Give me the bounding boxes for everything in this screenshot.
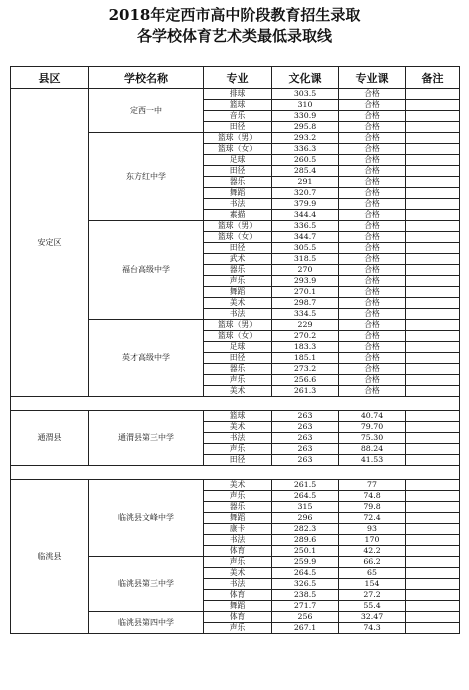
remark-cell <box>406 590 460 601</box>
major-score-cell: 合格 <box>339 298 406 309</box>
culture-score-cell: 261.3 <box>272 386 339 397</box>
culture-score-cell: 298.7 <box>272 298 339 309</box>
major-score-cell: 74.8 <box>339 491 406 502</box>
header-major: 专业 <box>204 67 272 89</box>
major-cell: 篮球（女） <box>204 144 272 155</box>
remark-cell <box>406 491 460 502</box>
remark-cell <box>406 612 460 623</box>
culture-score-cell: 263 <box>272 444 339 455</box>
major-score-cell: 27.2 <box>339 590 406 601</box>
major-cell: 美术 <box>204 480 272 491</box>
major-score-cell: 88.24 <box>339 444 406 455</box>
culture-score-cell: 259.9 <box>272 557 339 568</box>
culture-score-cell: 263 <box>272 433 339 444</box>
culture-score-cell: 261.5 <box>272 480 339 491</box>
major-cell: 康卡 <box>204 524 272 535</box>
major-score-cell: 66.2 <box>339 557 406 568</box>
major-cell: 声乐 <box>204 375 272 386</box>
major-score-cell: 170 <box>339 535 406 546</box>
spacer-cell <box>11 466 460 480</box>
major-score-cell: 合格 <box>339 199 406 210</box>
remark-cell <box>406 433 460 444</box>
header-remark: 备注 <box>406 67 460 89</box>
culture-score-cell: 270 <box>272 265 339 276</box>
remark-cell <box>406 309 460 320</box>
culture-score-cell: 336.5 <box>272 221 339 232</box>
culture-score-cell: 295.8 <box>272 122 339 133</box>
culture-score-cell: 185.1 <box>272 353 339 364</box>
culture-score-cell: 183.3 <box>272 342 339 353</box>
remark-cell <box>406 524 460 535</box>
culture-score-cell: 293.9 <box>272 276 339 287</box>
spacer-cell <box>11 397 460 411</box>
remark-cell <box>406 386 460 397</box>
major-cell: 器乐 <box>204 364 272 375</box>
culture-score-cell: 263 <box>272 455 339 466</box>
remark-cell <box>406 342 460 353</box>
remark-cell <box>406 455 460 466</box>
school-name-cell: 通渭县第三中学 <box>89 411 204 466</box>
major-score-cell: 154 <box>339 579 406 590</box>
group-spacer-row <box>11 466 460 480</box>
culture-score-cell: 293.2 <box>272 133 339 144</box>
header-school: 学校名称 <box>89 67 204 89</box>
school-name-cell: 临洮县第四中学 <box>89 612 204 634</box>
remark-cell <box>406 89 460 100</box>
culture-score-cell: 263 <box>272 411 339 422</box>
major-cell: 书法 <box>204 309 272 320</box>
major-score-cell: 合格 <box>339 100 406 111</box>
culture-score-cell: 250.1 <box>272 546 339 557</box>
major-score-cell: 合格 <box>339 243 406 254</box>
major-cell: 体育 <box>204 546 272 557</box>
major-score-cell: 合格 <box>339 155 406 166</box>
culture-score-cell: 256 <box>272 612 339 623</box>
major-score-cell: 合格 <box>339 320 406 331</box>
major-score-cell: 合格 <box>339 254 406 265</box>
major-score-cell: 合格 <box>339 276 406 287</box>
culture-score-cell: 271.7 <box>272 601 339 612</box>
remark-cell <box>406 513 460 524</box>
major-score-cell: 合格 <box>339 375 406 386</box>
major-score-cell: 合格 <box>339 342 406 353</box>
remark-cell <box>406 199 460 210</box>
remark-cell <box>406 601 460 612</box>
major-score-cell: 合格 <box>339 89 406 100</box>
major-score-cell: 合格 <box>339 177 406 188</box>
remark-cell <box>406 364 460 375</box>
major-score-cell: 合格 <box>339 232 406 243</box>
remark-cell <box>406 210 460 221</box>
major-score-cell: 合格 <box>339 188 406 199</box>
remark-cell <box>406 100 460 111</box>
header-county: 县区 <box>11 67 89 89</box>
culture-score-cell: 296 <box>272 513 339 524</box>
culture-score-cell: 267.1 <box>272 623 339 634</box>
culture-score-cell: 326.5 <box>272 579 339 590</box>
major-score-cell: 合格 <box>339 166 406 177</box>
major-cell: 舞蹈 <box>204 188 272 199</box>
major-cell: 足球 <box>204 155 272 166</box>
major-score-cell: 79.70 <box>339 422 406 433</box>
major-cell: 篮球（男） <box>204 133 272 144</box>
major-cell: 武术 <box>204 254 272 265</box>
culture-score-cell: 273.2 <box>272 364 339 375</box>
major-score-cell: 77 <box>339 480 406 491</box>
school-name-cell: 东方红中学 <box>89 133 204 221</box>
major-cell: 篮球（女） <box>204 331 272 342</box>
major-score-cell: 合格 <box>339 353 406 364</box>
major-cell: 声乐 <box>204 491 272 502</box>
major-cell: 美术 <box>204 422 272 433</box>
major-cell: 舞蹈 <box>204 513 272 524</box>
major-cell: 声乐 <box>204 557 272 568</box>
major-score-cell: 75.30 <box>339 433 406 444</box>
culture-score-cell: 264.5 <box>272 491 339 502</box>
header-culture-score: 文化课 <box>272 67 339 89</box>
major-cell: 排球 <box>204 89 272 100</box>
group-spacer-row <box>11 397 460 411</box>
culture-score-cell: 238.5 <box>272 590 339 601</box>
remark-cell <box>406 557 460 568</box>
major-cell: 篮球（女） <box>204 232 272 243</box>
remark-cell <box>406 579 460 590</box>
table-row <box>11 89 460 100</box>
remark-cell <box>406 232 460 243</box>
major-score-cell: 72.4 <box>339 513 406 524</box>
major-cell: 书法 <box>204 535 272 546</box>
major-cell: 篮球（男） <box>204 320 272 331</box>
major-score-cell: 合格 <box>339 287 406 298</box>
culture-score-cell: 303.5 <box>272 89 339 100</box>
culture-score-cell: 263 <box>272 422 339 433</box>
remark-cell <box>406 177 460 188</box>
culture-score-cell: 305.5 <box>272 243 339 254</box>
culture-score-cell: 334.5 <box>272 309 339 320</box>
major-cell: 篮球 <box>204 100 272 111</box>
major-cell: 田径 <box>204 353 272 364</box>
major-score-cell: 合格 <box>339 265 406 276</box>
table-row <box>11 411 460 422</box>
remark-cell <box>406 298 460 309</box>
culture-score-cell: 289.6 <box>272 535 339 546</box>
major-score-cell: 32.47 <box>339 612 406 623</box>
major-cell: 田径 <box>204 455 272 466</box>
culture-score-cell: 320.7 <box>272 188 339 199</box>
culture-score-cell: 344.4 <box>272 210 339 221</box>
major-cell: 篮球（男） <box>204 221 272 232</box>
major-cell: 田径 <box>204 122 272 133</box>
major-score-cell: 合格 <box>339 111 406 122</box>
document-title-line2: 各学校体育艺术类最低录取线 <box>136 27 332 45</box>
remark-cell <box>406 623 460 634</box>
major-cell: 音乐 <box>204 111 272 122</box>
remark-cell <box>406 480 460 491</box>
culture-score-cell: 282.3 <box>272 524 339 535</box>
major-score-cell: 合格 <box>339 331 406 342</box>
remark-cell <box>406 265 460 276</box>
remark-cell <box>406 243 460 254</box>
remark-cell <box>406 276 460 287</box>
major-score-cell: 65 <box>339 568 406 579</box>
remark-cell <box>406 320 460 331</box>
major-score-cell: 合格 <box>339 309 406 320</box>
school-name-cell: 临洮县文峰中学 <box>89 480 204 557</box>
table-row <box>11 480 460 491</box>
major-score-cell: 合格 <box>339 210 406 221</box>
remark-cell <box>406 568 460 579</box>
remark-cell <box>406 122 460 133</box>
remark-cell <box>406 546 460 557</box>
culture-score-cell: 270.1 <box>272 287 339 298</box>
culture-score-cell: 330.9 <box>272 111 339 122</box>
major-score-cell: 合格 <box>339 221 406 232</box>
major-score-cell: 合格 <box>339 122 406 133</box>
remark-cell <box>406 502 460 513</box>
culture-score-cell: 264.5 <box>272 568 339 579</box>
major-cell: 舞蹈 <box>204 287 272 298</box>
school-name-cell: 英才高级中学 <box>89 320 204 397</box>
major-cell: 田径 <box>204 166 272 177</box>
remark-cell <box>406 144 460 155</box>
culture-score-cell: 256.6 <box>272 375 339 386</box>
major-cell: 声乐 <box>204 276 272 287</box>
major-cell: 篮球 <box>204 411 272 422</box>
culture-score-cell: 336.3 <box>272 144 339 155</box>
county-cell: 通渭县 <box>11 411 89 466</box>
major-cell: 体育 <box>204 612 272 623</box>
remark-cell <box>406 155 460 166</box>
culture-score-cell: 291 <box>272 177 339 188</box>
culture-score-cell: 344.7 <box>272 232 339 243</box>
remark-cell <box>406 422 460 433</box>
major-cell: 舞蹈 <box>204 601 272 612</box>
remark-cell <box>406 411 460 422</box>
major-cell: 器乐 <box>204 265 272 276</box>
school-name-cell: 定西一中 <box>89 89 204 133</box>
admission-score-table <box>10 66 460 634</box>
major-cell: 声乐 <box>204 444 272 455</box>
major-cell: 器乐 <box>204 177 272 188</box>
major-score-cell: 93 <box>339 524 406 535</box>
major-cell: 美术 <box>204 386 272 397</box>
major-cell: 田径 <box>204 243 272 254</box>
remark-cell <box>406 221 460 232</box>
major-score-cell: 41.53 <box>339 455 406 466</box>
county-cell: 安定区 <box>11 89 89 397</box>
culture-score-cell: 310 <box>272 100 339 111</box>
major-score-cell: 74.3 <box>339 623 406 634</box>
culture-score-cell: 318.5 <box>272 254 339 265</box>
culture-score-cell: 285.4 <box>272 166 339 177</box>
major-score-cell: 合格 <box>339 144 406 155</box>
remark-cell <box>406 444 460 455</box>
major-cell: 素描 <box>204 210 272 221</box>
remark-cell <box>406 353 460 364</box>
remark-cell <box>406 111 460 122</box>
remark-cell <box>406 254 460 265</box>
header-major-score: 专业课 <box>339 67 406 89</box>
remark-cell <box>406 375 460 386</box>
major-score-cell: 合格 <box>339 133 406 144</box>
school-name-cell: 临洮县第三中学 <box>89 557 204 612</box>
remark-cell <box>406 166 460 177</box>
remark-cell <box>406 188 460 199</box>
culture-score-cell: 229 <box>272 320 339 331</box>
major-score-cell: 42.2 <box>339 546 406 557</box>
major-score-cell: 79.8 <box>339 502 406 513</box>
remark-cell <box>406 331 460 342</box>
major-cell: 体育 <box>204 590 272 601</box>
major-cell: 器乐 <box>204 502 272 513</box>
document-title-line1: 2018年定西市高中阶段教育招生录取 <box>108 6 361 24</box>
culture-score-cell: 260.5 <box>272 155 339 166</box>
major-cell: 美术 <box>204 568 272 579</box>
table-header-row <box>11 67 460 89</box>
culture-score-cell: 315 <box>272 502 339 513</box>
culture-score-cell: 270.2 <box>272 331 339 342</box>
major-cell: 书法 <box>204 199 272 210</box>
major-cell: 声乐 <box>204 623 272 634</box>
remark-cell <box>406 133 460 144</box>
major-cell: 足球 <box>204 342 272 353</box>
school-name-cell: 福台高级中学 <box>89 221 204 320</box>
major-score-cell: 合格 <box>339 386 406 397</box>
major-cell: 书法 <box>204 579 272 590</box>
major-cell: 美术 <box>204 298 272 309</box>
major-score-cell: 合格 <box>339 364 406 375</box>
major-score-cell: 55.4 <box>339 601 406 612</box>
culture-score-cell: 379.9 <box>272 199 339 210</box>
major-score-cell: 40.74 <box>339 411 406 422</box>
county-cell: 临洮县 <box>11 480 89 634</box>
remark-cell <box>406 287 460 298</box>
major-cell: 书法 <box>204 433 272 444</box>
remark-cell <box>406 535 460 546</box>
